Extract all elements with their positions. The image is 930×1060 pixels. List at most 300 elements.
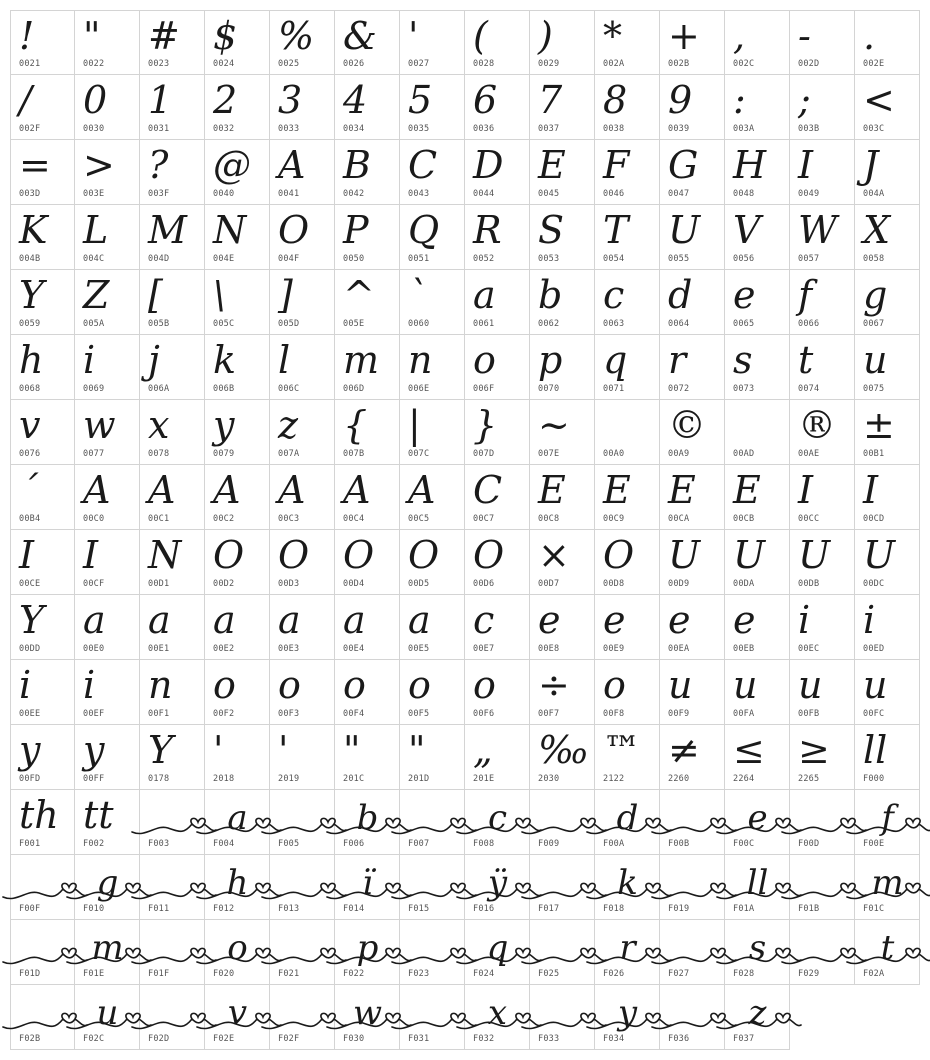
- glyph-cell[interactable]: [400, 725, 465, 790]
- glyph-cell[interactable]: [465, 985, 530, 1050]
- glyph-cell[interactable]: [270, 10, 335, 75]
- glyph-cell[interactable]: [205, 530, 270, 595]
- glyph-cell[interactable]: [400, 530, 465, 595]
- glyph-cell[interactable]: [790, 205, 855, 270]
- glyph-cell[interactable]: [10, 10, 75, 75]
- glyph-cell[interactable]: [725, 595, 790, 660]
- glyph-codepoint: 00C8: [538, 514, 560, 524]
- glyph-codepoint: F004: [213, 839, 235, 849]
- glyph-cell[interactable]: [530, 10, 595, 75]
- glyph-cell[interactable]: [140, 400, 205, 465]
- glyph-sample: b: [538, 273, 563, 317]
- glyph-cell[interactable]: [75, 465, 140, 530]
- glyph-cell[interactable]: [530, 140, 595, 205]
- glyph-cell[interactable]: [465, 75, 530, 140]
- glyph-cell[interactable]: [660, 595, 725, 660]
- glyph-cell[interactable]: [855, 725, 920, 790]
- glyph-sample: i: [863, 598, 876, 642]
- glyph-cell[interactable]: [75, 270, 140, 335]
- ligature-glyph: g: [96, 863, 119, 903]
- glyph-cell[interactable]: [530, 335, 595, 400]
- glyph-cell[interactable]: [75, 530, 140, 595]
- glyph-cell[interactable]: [10, 400, 75, 465]
- glyph-sample: J: [863, 143, 879, 187]
- glyph-cell[interactable]: [725, 270, 790, 335]
- glyph-cell[interactable]: [335, 725, 400, 790]
- glyph-sample: a: [83, 598, 106, 642]
- glyph-sample: `: [408, 273, 427, 317]
- glyph-cell[interactable]: [75, 855, 140, 920]
- glyph-cell[interactable]: [595, 920, 660, 985]
- glyph-cell[interactable]: [335, 270, 400, 335]
- glyph-cell[interactable]: [660, 855, 725, 920]
- glyph-sample: ?: [148, 143, 169, 187]
- glyph-cell[interactable]: [465, 855, 530, 920]
- glyph-cell[interactable]: [10, 660, 75, 725]
- glyph-cell[interactable]: [725, 725, 790, 790]
- glyph-cell[interactable]: [140, 10, 205, 75]
- glyph-cell[interactable]: [855, 920, 920, 985]
- glyph-cell[interactable]: [75, 75, 140, 140]
- glyph-cell[interactable]: [595, 855, 660, 920]
- glyph-codepoint: F01F: [148, 969, 170, 979]
- glyph-cell[interactable]: [75, 790, 140, 855]
- glyph-sample: N: [148, 533, 182, 577]
- glyph-cell[interactable]: [75, 595, 140, 660]
- glyph-cell[interactable]: [10, 985, 75, 1050]
- glyph-codepoint: 0029: [538, 59, 560, 69]
- glyph-cell[interactable]: [790, 530, 855, 595]
- glyph-codepoint: F00C: [733, 839, 755, 849]
- glyph-cell[interactable]: [205, 855, 270, 920]
- glyph-cell[interactable]: [75, 140, 140, 205]
- glyph-cell[interactable]: [790, 855, 855, 920]
- glyph-cell[interactable]: [595, 335, 660, 400]
- glyph-sample: g: [863, 273, 888, 317]
- glyph-cell[interactable]: [205, 595, 270, 660]
- ligature-glyph: r: [619, 928, 636, 968]
- glyph-sample: O: [603, 533, 635, 577]
- glyph-codepoint: 00E5: [408, 644, 430, 654]
- glyph-sample: B: [343, 143, 371, 187]
- glyph-cell[interactable]: [400, 595, 465, 660]
- glyph-cell[interactable]: [530, 465, 595, 530]
- glyph-cell[interactable]: [75, 660, 140, 725]
- ligature-glyph: b: [356, 798, 379, 838]
- glyph-cell[interactable]: [335, 10, 400, 75]
- glyph-codepoint: 002B: [668, 59, 690, 69]
- glyph-cell[interactable]: [270, 400, 335, 465]
- glyph-cell[interactable]: [660, 205, 725, 270]
- glyph-codepoint: 003A: [733, 124, 755, 134]
- glyph-grid: [10, 10, 920, 1050]
- glyph-sample: >: [83, 143, 115, 187]
- glyph-cell[interactable]: [725, 920, 790, 985]
- glyph-cell[interactable]: [205, 10, 270, 75]
- ligature-glyph: m: [91, 928, 124, 968]
- glyph-cell[interactable]: [725, 530, 790, 595]
- glyph-cell[interactable]: [855, 400, 920, 465]
- glyph-cell[interactable]: [75, 985, 140, 1050]
- glyph-cell[interactable]: [725, 790, 790, 855]
- glyph-cell[interactable]: [75, 335, 140, 400]
- glyph-cell[interactable]: [530, 985, 595, 1050]
- glyph-cell[interactable]: [270, 140, 335, 205]
- glyph-cell[interactable]: [140, 75, 205, 140]
- glyph-cell[interactable]: [725, 335, 790, 400]
- glyph-cell[interactable]: [790, 790, 855, 855]
- glyph-cell[interactable]: [10, 140, 75, 205]
- glyph-cell[interactable]: [205, 725, 270, 790]
- glyph-cell[interactable]: [205, 205, 270, 270]
- glyph-cell[interactable]: [790, 75, 855, 140]
- glyph-cell[interactable]: [140, 660, 205, 725]
- glyph-cell[interactable]: [595, 595, 660, 660]
- glyph-cell[interactable]: [10, 855, 75, 920]
- glyph-sample: %: [278, 14, 315, 58]
- glyph-cell[interactable]: [530, 790, 595, 855]
- glyph-cell[interactable]: [725, 10, 790, 75]
- glyph-cell[interactable]: [205, 465, 270, 530]
- glyph-cell[interactable]: [530, 920, 595, 985]
- glyph-cell[interactable]: [335, 920, 400, 985]
- glyph-sample: ^: [343, 273, 375, 317]
- glyph-cell[interactable]: [790, 140, 855, 205]
- glyph-cell[interactable]: [660, 985, 725, 1050]
- glyph-codepoint: 00D8: [603, 579, 625, 589]
- glyph-codepoint: 00B1: [863, 449, 885, 459]
- glyph-cell[interactable]: [660, 465, 725, 530]
- glyph-codepoint: 0076: [19, 449, 41, 459]
- glyph-cell[interactable]: [400, 465, 465, 530]
- glyph-cell[interactable]: [270, 595, 335, 660]
- glyph-cell[interactable]: [465, 595, 530, 660]
- glyph-cell[interactable]: [660, 530, 725, 595]
- glyph-cell[interactable]: [10, 725, 75, 790]
- glyph-cell[interactable]: [140, 465, 205, 530]
- glyph-codepoint: 00B4: [19, 514, 41, 524]
- glyph-codepoint: 0062: [538, 319, 560, 329]
- glyph-cell[interactable]: [465, 335, 530, 400]
- glyph-codepoint: 006A: [148, 384, 170, 394]
- glyph-cell[interactable]: [400, 205, 465, 270]
- glyph-cell[interactable]: [205, 335, 270, 400]
- glyph-cell[interactable]: [855, 335, 920, 400]
- glyph-cell[interactable]: [270, 270, 335, 335]
- glyph-cell[interactable]: [660, 790, 725, 855]
- glyph-cell[interactable]: [790, 465, 855, 530]
- glyph-cell[interactable]: [205, 985, 270, 1050]
- glyph-cell[interactable]: [75, 205, 140, 270]
- glyph-codepoint: F02E: [213, 1034, 235, 1044]
- glyph-cell[interactable]: [335, 75, 400, 140]
- glyph-cell[interactable]: [400, 790, 465, 855]
- glyph-cell[interactable]: [335, 855, 400, 920]
- glyph-cell[interactable]: [725, 855, 790, 920]
- glyph-cell[interactable]: [205, 400, 270, 465]
- glyph-codepoint: 0042: [343, 189, 365, 199]
- glyph-cell[interactable]: [140, 205, 205, 270]
- glyph-cell[interactable]: [205, 140, 270, 205]
- glyph-cell[interactable]: [75, 10, 140, 75]
- glyph-codepoint: 00C4: [343, 514, 365, 524]
- glyph-cell[interactable]: [465, 10, 530, 75]
- glyph-cell[interactable]: [595, 10, 660, 75]
- glyph-cell[interactable]: [855, 530, 920, 595]
- glyph-sample: :: [733, 78, 746, 122]
- glyph-cell[interactable]: [10, 335, 75, 400]
- glyph-codepoint: 00D2: [213, 579, 235, 589]
- glyph-codepoint: 00DA: [733, 579, 755, 589]
- glyph-codepoint: 00ED: [863, 644, 885, 654]
- glyph-cell[interactable]: [790, 660, 855, 725]
- glyph-cell[interactable]: [400, 335, 465, 400]
- glyph-cell[interactable]: [660, 140, 725, 205]
- glyph-cell[interactable]: [335, 595, 400, 660]
- glyph-cell[interactable]: [270, 985, 335, 1050]
- glyph-codepoint: 0178: [148, 774, 170, 784]
- glyph-cell[interactable]: [400, 985, 465, 1050]
- glyph-cell[interactable]: [660, 75, 725, 140]
- glyph-cell[interactable]: [465, 140, 530, 205]
- glyph-cell[interactable]: [855, 270, 920, 335]
- glyph-cell[interactable]: [270, 75, 335, 140]
- glyph-cell[interactable]: [660, 660, 725, 725]
- glyph-codepoint: F00A: [603, 839, 625, 849]
- glyph-cell[interactable]: [660, 335, 725, 400]
- glyph-cell[interactable]: [595, 660, 660, 725]
- glyph-cell[interactable]: [595, 465, 660, 530]
- glyph-sample: A: [213, 468, 241, 512]
- glyph-codepoint: 00E1: [148, 644, 170, 654]
- glyph-cell[interactable]: [725, 205, 790, 270]
- glyph-cell[interactable]: [465, 725, 530, 790]
- glyph-cell[interactable]: [660, 270, 725, 335]
- glyph-cell[interactable]: [400, 75, 465, 140]
- glyph-cell[interactable]: [595, 530, 660, 595]
- glyph-cell[interactable]: [465, 205, 530, 270]
- glyph-cell[interactable]: [790, 400, 855, 465]
- glyph-cell[interactable]: [530, 205, 595, 270]
- glyph-cell[interactable]: [140, 270, 205, 335]
- glyph-sample: U: [863, 533, 896, 577]
- glyph-cell[interactable]: [10, 920, 75, 985]
- glyph-cell[interactable]: [465, 465, 530, 530]
- glyph-cell[interactable]: [855, 205, 920, 270]
- glyph-cell[interactable]: [270, 725, 335, 790]
- glyph-cell[interactable]: [400, 10, 465, 75]
- glyph-codepoint: 00CD: [863, 514, 885, 524]
- glyph-sample: ll: [863, 728, 888, 772]
- glyph-cell[interactable]: [530, 530, 595, 595]
- glyph-cell[interactable]: [400, 140, 465, 205]
- glyph-sample: O: [408, 533, 440, 577]
- glyph-cell[interactable]: [140, 985, 205, 1050]
- glyph-cell[interactable]: [725, 465, 790, 530]
- glyph-cell[interactable]: [140, 140, 205, 205]
- glyph-cell[interactable]: [335, 790, 400, 855]
- glyph-cell[interactable]: [140, 855, 205, 920]
- glyph-cell[interactable]: [270, 920, 335, 985]
- glyph-cell[interactable]: [530, 660, 595, 725]
- glyph-cell[interactable]: [595, 725, 660, 790]
- glyph-cell[interactable]: [725, 985, 790, 1050]
- glyph-cell[interactable]: [205, 75, 270, 140]
- glyph-cell[interactable]: [790, 270, 855, 335]
- glyph-cell[interactable]: [140, 920, 205, 985]
- glyph-cell[interactable]: [725, 140, 790, 205]
- glyph-codepoint: F008: [473, 839, 495, 849]
- glyph-cell[interactable]: [855, 660, 920, 725]
- glyph-cell[interactable]: [465, 660, 530, 725]
- glyph-cell[interactable]: [205, 660, 270, 725]
- glyph-cell[interactable]: [10, 465, 75, 530]
- glyph-cell[interactable]: [270, 530, 335, 595]
- glyph-codepoint: 0028: [473, 59, 495, 69]
- glyph-sample: a: [473, 273, 496, 317]
- glyph-cell[interactable]: [10, 270, 75, 335]
- glyph-cell[interactable]: [335, 660, 400, 725]
- glyph-cell[interactable]: [530, 725, 595, 790]
- glyph-cell[interactable]: [335, 465, 400, 530]
- glyph-codepoint: 005E: [343, 319, 365, 329]
- glyph-cell[interactable]: [75, 920, 140, 985]
- glyph-cell[interactable]: [530, 400, 595, 465]
- glyph-sample: „: [473, 728, 493, 772]
- glyph-cell[interactable]: [75, 400, 140, 465]
- glyph-cell[interactable]: [855, 10, 920, 75]
- glyph-codepoint: 00FB: [798, 709, 820, 719]
- glyph-cell[interactable]: [400, 660, 465, 725]
- glyph-codepoint: 006C: [278, 384, 300, 394]
- glyph-cell[interactable]: [205, 920, 270, 985]
- glyph-cell[interactable]: [10, 595, 75, 660]
- glyph-sample: th: [19, 793, 59, 837]
- glyph-cell[interactable]: [855, 790, 920, 855]
- glyph-sample: ': [213, 728, 224, 772]
- glyph-cell[interactable]: [725, 75, 790, 140]
- glyph-cell[interactable]: [270, 660, 335, 725]
- glyph-cell[interactable]: [400, 270, 465, 335]
- glyph-sample: ´: [19, 468, 38, 512]
- glyph-cell[interactable]: [335, 985, 400, 1050]
- glyph-cell[interactable]: [465, 270, 530, 335]
- glyph-cell[interactable]: [660, 400, 725, 465]
- glyph-sample: Y: [148, 728, 174, 772]
- glyph-cell[interactable]: [725, 660, 790, 725]
- glyph-cell[interactable]: [10, 790, 75, 855]
- glyph-cell[interactable]: [660, 725, 725, 790]
- glyph-cell[interactable]: [790, 920, 855, 985]
- glyph-cell[interactable]: [595, 400, 660, 465]
- glyph-sample: /: [19, 78, 32, 122]
- glyph-cell[interactable]: [855, 855, 920, 920]
- glyph-cell[interactable]: [465, 920, 530, 985]
- glyph-cell[interactable]: [660, 920, 725, 985]
- glyph-cell[interactable]: [10, 530, 75, 595]
- glyph-sample: D: [473, 143, 504, 187]
- glyph-codepoint: 00C0: [83, 514, 105, 524]
- glyph-cell[interactable]: [595, 75, 660, 140]
- glyph-cell[interactable]: [400, 920, 465, 985]
- glyph-cell[interactable]: [595, 270, 660, 335]
- glyph-cell[interactable]: [400, 855, 465, 920]
- glyph-sample: <: [863, 78, 895, 122]
- glyph-cell[interactable]: [465, 790, 530, 855]
- glyph-cell[interactable]: [790, 335, 855, 400]
- glyph-cell[interactable]: [270, 790, 335, 855]
- glyph-cell[interactable]: [10, 75, 75, 140]
- glyph-cell[interactable]: [335, 205, 400, 270]
- glyph-cell[interactable]: [335, 400, 400, 465]
- glyph-cell[interactable]: [335, 530, 400, 595]
- glyph-cell[interactable]: [530, 855, 595, 920]
- glyph-cell[interactable]: [335, 335, 400, 400]
- glyph-cell[interactable]: [140, 335, 205, 400]
- glyph-codepoint: 00CE: [19, 579, 41, 589]
- glyph-cell[interactable]: [790, 10, 855, 75]
- glyph-cell[interactable]: [595, 205, 660, 270]
- glyph-sample: y: [19, 728, 41, 772]
- glyph-cell[interactable]: [855, 75, 920, 140]
- glyph-cell[interactable]: [855, 595, 920, 660]
- glyph-cell[interactable]: [465, 530, 530, 595]
- glyph-codepoint: 00C3: [278, 514, 300, 524]
- glyph-cell[interactable]: [400, 400, 465, 465]
- glyph-cell[interactable]: [140, 725, 205, 790]
- glyph-cell[interactable]: [75, 725, 140, 790]
- glyph-codepoint: 00C1: [148, 514, 170, 524]
- glyph-cell[interactable]: [595, 985, 660, 1050]
- glyph-cell[interactable]: [10, 205, 75, 270]
- glyph-cell[interactable]: [205, 270, 270, 335]
- glyph-cell[interactable]: [725, 400, 790, 465]
- glyph-codepoint: F034: [603, 1034, 625, 1044]
- glyph-cell[interactable]: [855, 140, 920, 205]
- glyph-sample: ": [83, 14, 101, 58]
- glyph-cell[interactable]: [205, 790, 270, 855]
- glyph-codepoint: 0030: [83, 124, 105, 134]
- glyph-cell[interactable]: [140, 790, 205, 855]
- glyph-cell[interactable]: [465, 400, 530, 465]
- glyph-codepoint: 00EC: [798, 644, 820, 654]
- glyph-cell[interactable]: [530, 270, 595, 335]
- glyph-sample: #: [148, 14, 180, 58]
- glyph-cell[interactable]: [530, 75, 595, 140]
- glyph-codepoint: 00F4: [343, 709, 365, 719]
- glyph-cell[interactable]: [660, 10, 725, 75]
- glyph-cell[interactable]: [270, 855, 335, 920]
- glyph-cell[interactable]: [595, 140, 660, 205]
- glyph-cell[interactable]: [140, 595, 205, 660]
- glyph-codepoint: 004B: [19, 254, 41, 264]
- glyph-cell[interactable]: [530, 595, 595, 660]
- glyph-sample: W: [798, 208, 838, 252]
- glyph-cell[interactable]: [270, 335, 335, 400]
- glyph-cell[interactable]: [335, 140, 400, 205]
- glyph-cell[interactable]: [790, 725, 855, 790]
- glyph-codepoint: 0032: [213, 124, 235, 134]
- glyph-cell[interactable]: [855, 465, 920, 530]
- glyph-cell[interactable]: [790, 595, 855, 660]
- glyph-codepoint: F017: [538, 904, 560, 914]
- glyph-codepoint: F00B: [668, 839, 690, 849]
- glyph-cell[interactable]: [270, 465, 335, 530]
- glyph-cell[interactable]: [595, 790, 660, 855]
- glyph-codepoint: 00CF: [83, 579, 105, 589]
- glyph-cell[interactable]: [140, 530, 205, 595]
- glyph-cell[interactable]: [270, 205, 335, 270]
